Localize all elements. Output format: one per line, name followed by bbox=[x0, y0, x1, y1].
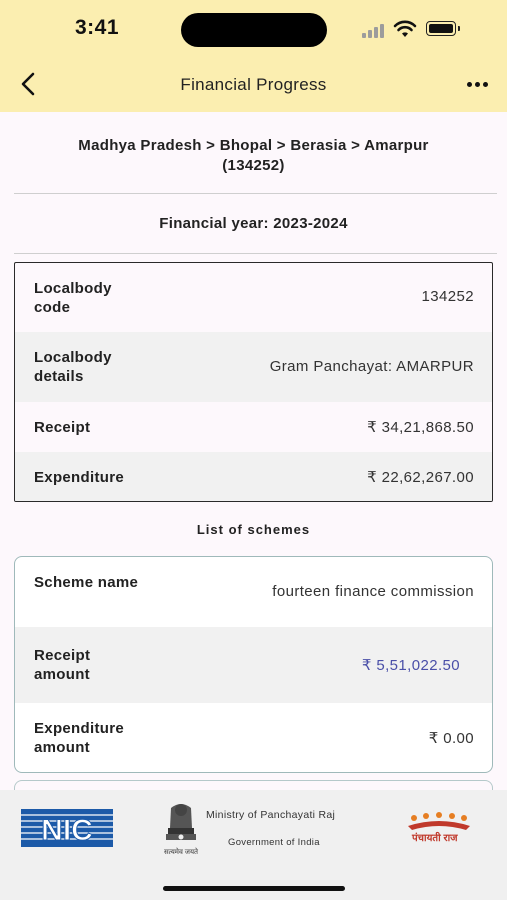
divider bbox=[14, 253, 497, 254]
page-title: Financial Progress bbox=[180, 75, 327, 94]
schemes-list-title: List of schemes bbox=[196, 522, 311, 537]
app-header bbox=[0, 0, 507, 112]
panchayati-raj-text: पंचायती राज bbox=[412, 833, 458, 844]
status-time: 3:41 bbox=[75, 16, 120, 39]
divider bbox=[14, 193, 497, 194]
location-breadcrumb bbox=[30, 136, 477, 176]
row-label: Localbody code bbox=[34, 280, 112, 316]
dynamic-island bbox=[181, 13, 327, 47]
home-indicator[interactable] bbox=[163, 886, 345, 891]
row-label: Expenditure bbox=[34, 469, 124, 486]
status-bar bbox=[0, 0, 507, 56]
summary-row-receipt bbox=[15, 402, 492, 452]
summary-row-localbody-details bbox=[15, 332, 492, 402]
row-label: Receipt amount bbox=[34, 647, 91, 683]
nic-logo bbox=[21, 809, 113, 847]
breadcrumb-path: Madhya Pradesh > Bhopal > Berasia > Amarpur bbox=[78, 137, 429, 154]
row-label: Localbody details bbox=[34, 349, 112, 385]
breadcrumb-code: (134252) bbox=[222, 157, 285, 174]
financial-year-label: Financial year: 2023-2024 bbox=[159, 215, 348, 232]
row-value: fourteen finance commission bbox=[272, 583, 474, 600]
battery-icon bbox=[426, 21, 456, 36]
wifi-icon bbox=[393, 20, 417, 38]
row-value: Gram Panchayat: AMARPUR bbox=[269, 358, 474, 375]
national-emblem-icon bbox=[158, 798, 204, 850]
scheme-card[interactable] bbox=[14, 556, 493, 773]
ministry-name: Ministry of Panchayati Raj bbox=[206, 809, 336, 821]
nic-logo-text: NIC bbox=[41, 814, 93, 847]
emblem-caption: सत्यमेव जयते bbox=[163, 849, 199, 856]
row-value: 134252 bbox=[421, 288, 474, 305]
row-value-link[interactable]: ₹ 5,51,022.50 bbox=[361, 657, 460, 674]
summary-card bbox=[14, 262, 493, 502]
government-name: Government of India bbox=[228, 837, 320, 848]
row-value: ₹ 22,62,267.00 bbox=[367, 469, 474, 486]
row-label: Scheme name bbox=[34, 574, 139, 591]
navigation-bar bbox=[0, 56, 507, 112]
row-value: ₹ 0.00 bbox=[428, 730, 474, 747]
scheme-row-receipt bbox=[15, 627, 492, 703]
summary-row-expenditure bbox=[15, 452, 492, 502]
more-options-icon[interactable] bbox=[462, 68, 494, 100]
cellular-signal-icon bbox=[362, 24, 386, 38]
row-value: ₹ 34,21,868.50 bbox=[367, 419, 474, 436]
row-label: Receipt bbox=[34, 419, 91, 436]
scheme-row-name bbox=[15, 557, 492, 627]
row-label: Expenditure amount bbox=[34, 720, 124, 756]
footer bbox=[0, 790, 507, 900]
summary-row-localbody-code bbox=[15, 263, 492, 332]
scheme-row-expenditure bbox=[15, 703, 492, 773]
